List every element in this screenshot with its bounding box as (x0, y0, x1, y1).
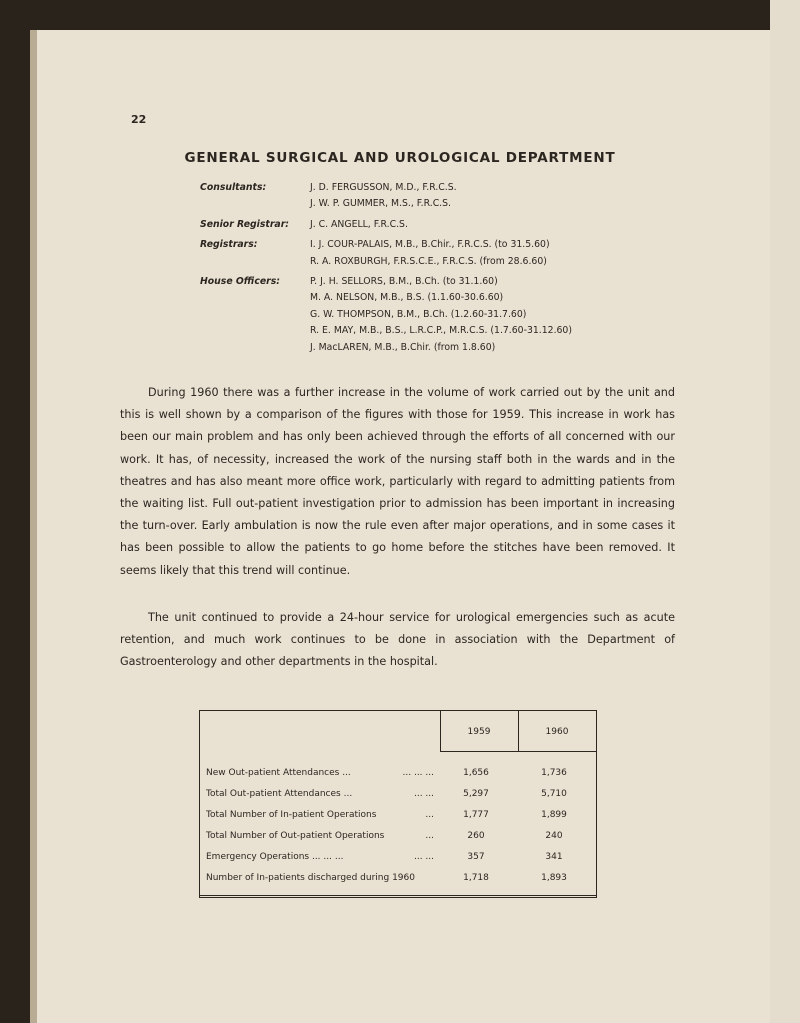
staff-role: Registrars: (200, 239, 258, 251)
row-label: Total Number of In-patient Operations (206, 810, 377, 820)
table-header-rule (440, 751, 597, 752)
staff-name: I. J. COUR-PALAIS, M.B., B.Chir., F.R.C.S. (to 31.5.60) (310, 239, 550, 251)
value-1960: 240 (545, 831, 563, 841)
value-1960: 1,893 (541, 873, 567, 883)
staff-name: J. D. FERGUSSON, M.D., F.R.C.S. (310, 182, 457, 193)
staff-list (200, 180, 572, 360)
value-1959: 5,297 (463, 789, 489, 799)
value-1960: 1,899 (541, 810, 567, 820)
row-leader: ... ... (413, 852, 434, 862)
staff-role: Consultants: (200, 182, 267, 193)
value-1960: 5,710 (541, 789, 567, 799)
table-row (206, 831, 586, 851)
value-1959: 1,656 (463, 768, 489, 778)
column-header-1959: 1959 (467, 727, 491, 737)
value-1960: 1,736 (541, 768, 567, 778)
page-binding-edge (30, 30, 37, 1023)
page-title: GENERAL SURGICAL AND UROLOGICAL DEPARTMENT (184, 150, 616, 166)
statistics-table (199, 710, 597, 898)
value-1959: 1,777 (463, 810, 489, 820)
row-label: New Out-patient Attendances ... (206, 768, 351, 778)
table-row (206, 789, 586, 809)
staff-name: M. A. NELSON, M.B., B.S. (1.1.60-30.6.60) (310, 292, 504, 304)
paragraph: During 1960 there was a further increase in the volume of work carried out by the unit and this is well shown by a comparison of the figures with those for 1959. This increase in work has been our main problem and has only been achieved through the efforts of all concerned with our work. It has, of necessity, increased the work of the nursing staff both in the wards and in the theatres and has also meant more office work, particularly with regard to admitting patients from the waiting list. Full out-patient investigation prior to admission has been important in increasing the turn-over. Early ambulation is now the rule even after major operations, and in some cases it has been possible to allow the patients to go home before the stitches have been removed. It seems likely that this trend will continue. (120, 386, 675, 577)
paragraph: The unit continued to provide a 24-hour service for urological emergencies such as acute retention, and much work continues to be done in association with the Department of Gastroenterology and other departments in the hospital. (120, 611, 675, 669)
table-bottom-rule (200, 895, 596, 896)
row-label: Number of In-patients discharged during 1960 (206, 873, 415, 883)
staff-role: Senior Registrar: (200, 218, 289, 230)
row-label: Total Number of Out-patient Operations (206, 831, 385, 841)
staff-role: House Officers: (200, 276, 280, 288)
staff-name: R. A. ROXBURGH, F.R.S.C.E., F.R.C.S. (from 28.6.60) (310, 255, 547, 267)
staff-name: P. J. H. SELLORS, B.M., B.Ch. (to 31.1.60) (310, 276, 498, 288)
value-1959: 260 (467, 831, 485, 841)
staff-name: J. MacLAREN, M.B., B.Chir. (from 1.8.60) (310, 341, 496, 353)
page-number: 22 (131, 113, 147, 126)
table-row (206, 768, 586, 788)
table-row (206, 852, 586, 872)
value-1960: 341 (545, 852, 563, 862)
staff-group-registrars (200, 237, 572, 270)
staff-name: J. C. ANGELL, F.R.C.S. (310, 218, 408, 230)
staff-name: J. W. P. GUMMER, M.S., F.R.C.S. (310, 198, 451, 210)
staff-name: R. E. MAY, M.B., B.S., L.R.C.P., M.R.C.S. (1.7.60-31.12.60) (310, 325, 572, 337)
staff-group-house-officers (200, 274, 572, 356)
row-label: Total Out-patient Attendances ... (206, 789, 353, 799)
value-1959: 357 (467, 852, 485, 862)
table-row (206, 810, 586, 830)
staff-name: G. W. THOMPSON, B.M., B.Ch. (1.2.60-31.7.60) (310, 308, 527, 320)
row-label: Emergency Operations ... ... ... (206, 852, 344, 862)
row-leader: ... ... (413, 789, 434, 799)
column-header-1960: 1960 (545, 727, 569, 737)
value-1959: 1,718 (463, 873, 489, 883)
row-leader: ... (425, 810, 434, 820)
row-leader: ... ... ... (402, 768, 434, 778)
row-leader: ... (425, 831, 434, 841)
staff-group-senior-registrar (200, 217, 572, 233)
staff-group-consultants (200, 180, 572, 213)
table-row (206, 873, 586, 893)
